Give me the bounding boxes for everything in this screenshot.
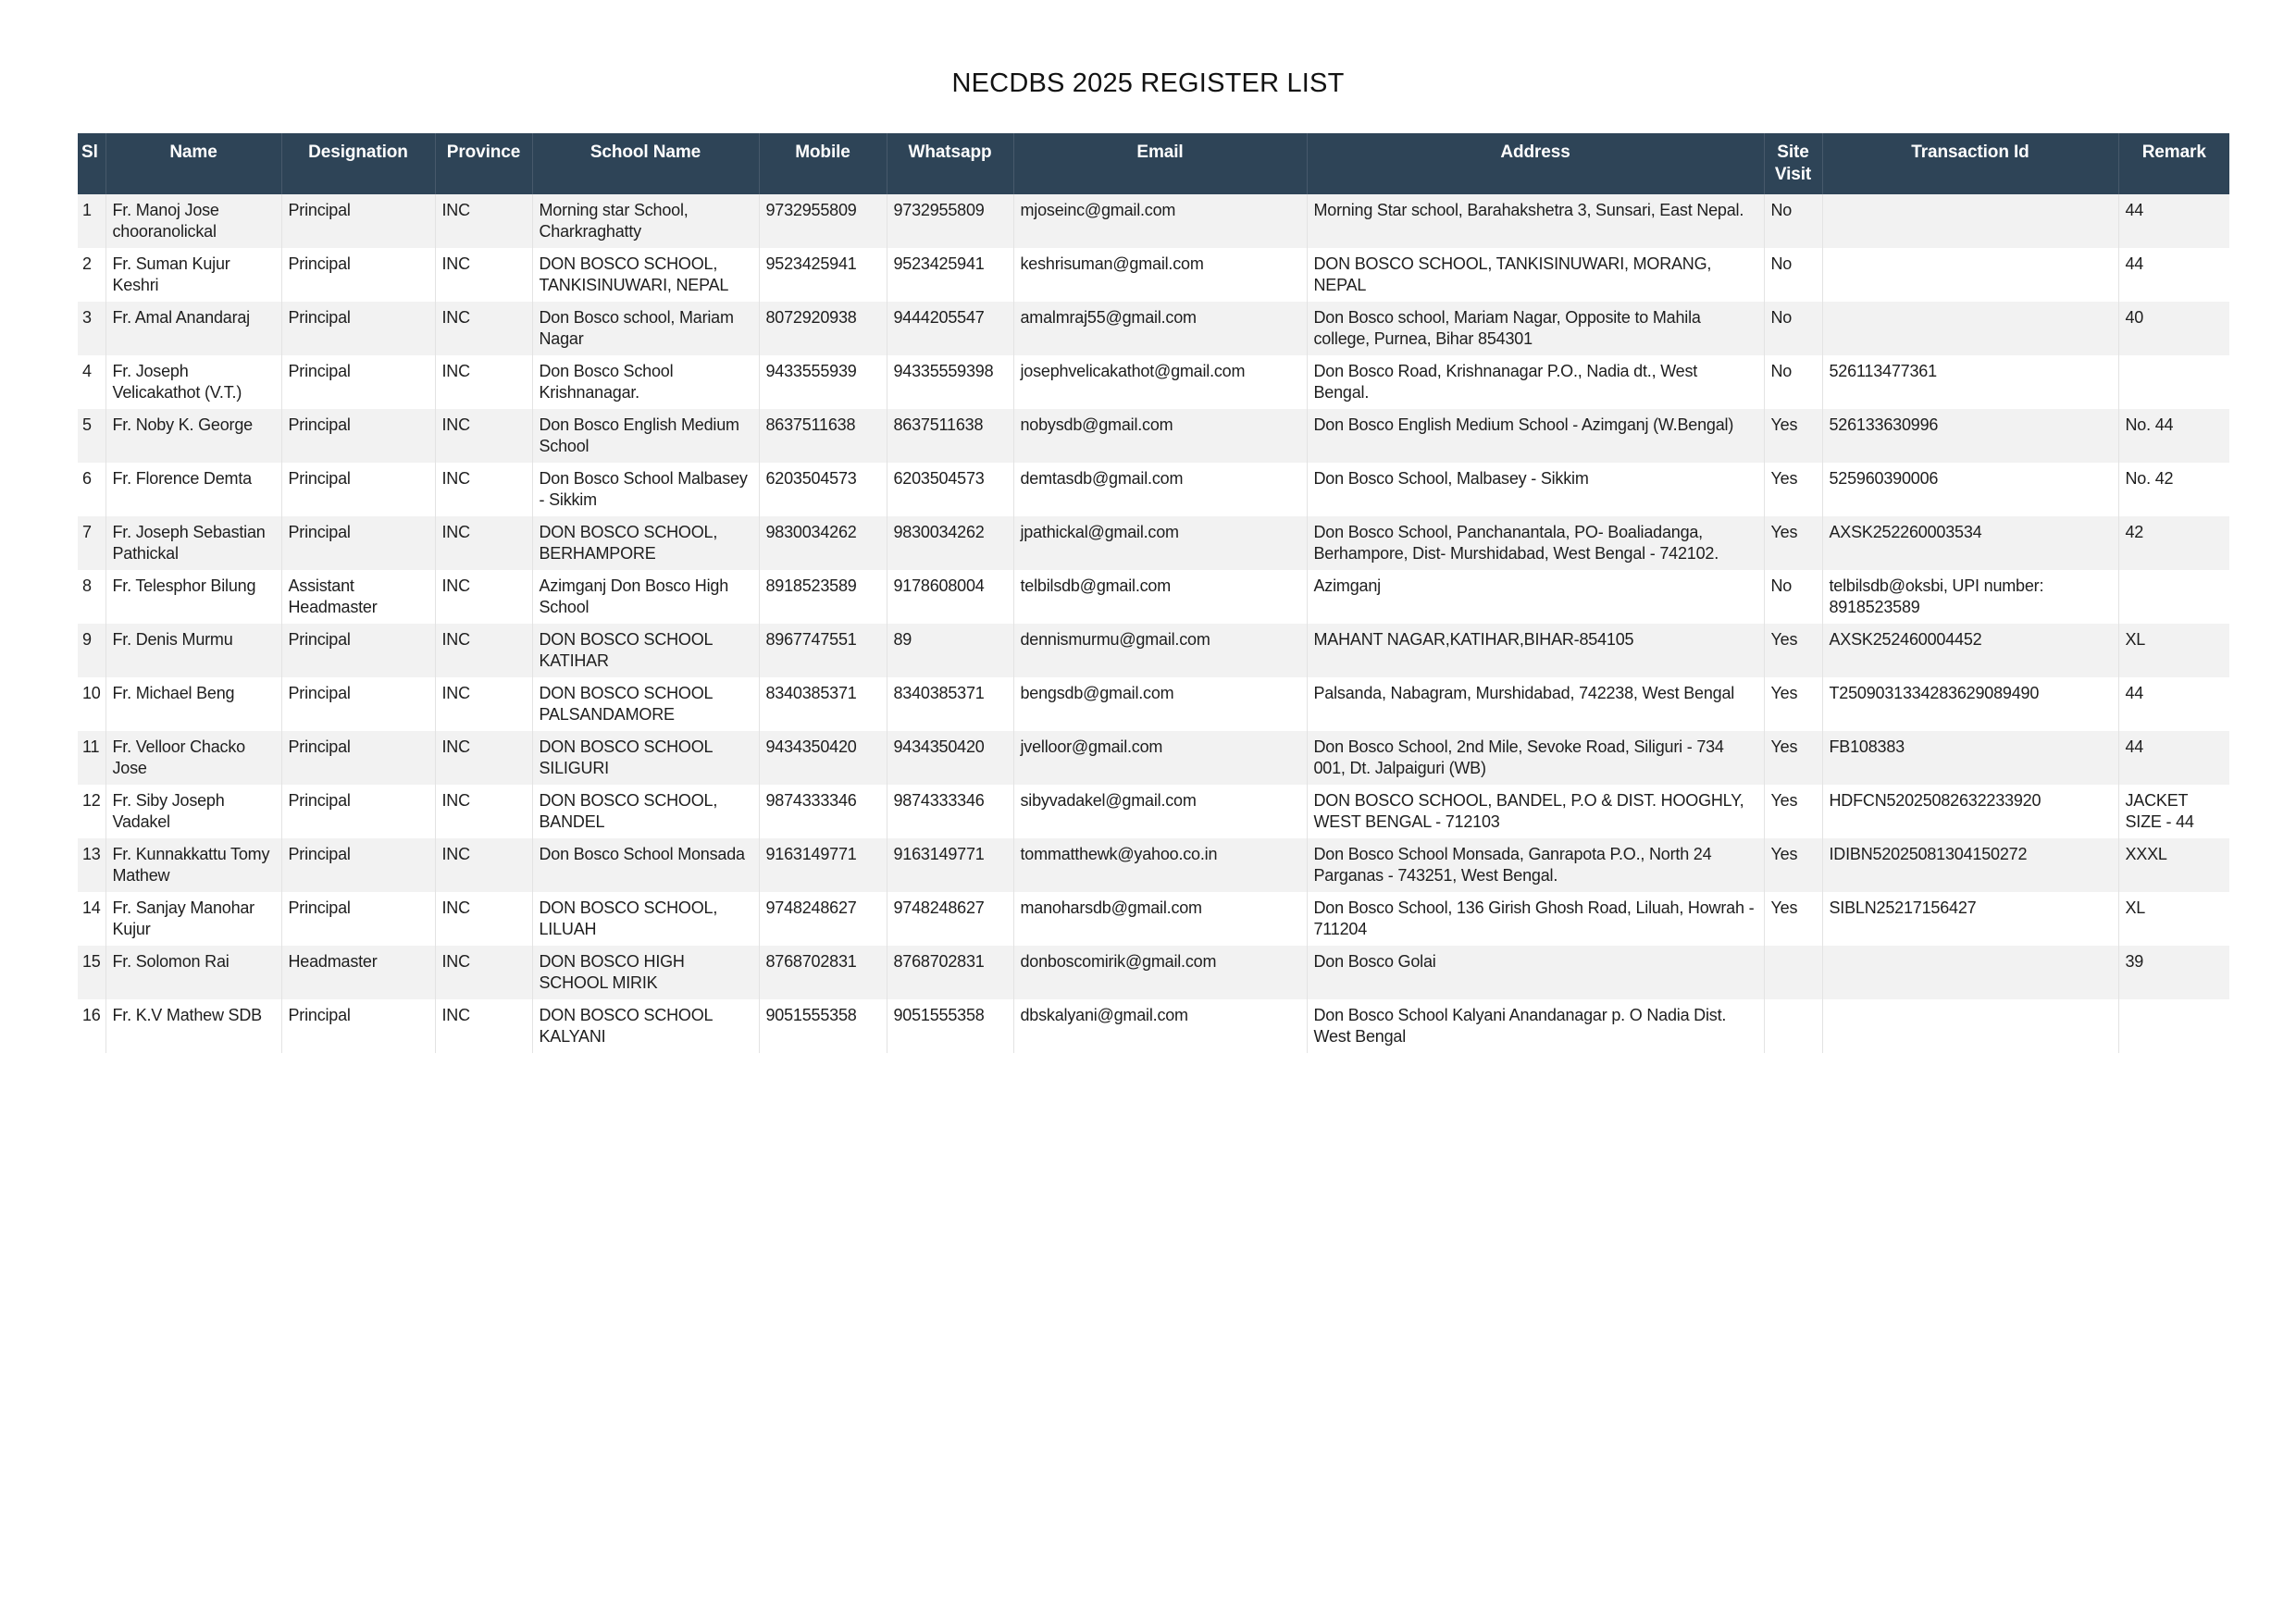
cell-whatsapp: 9434350420	[887, 731, 1013, 785]
cell-address: Don Bosco School Kalyani Anandanagar p. O Nadia Dist. West Bengal	[1307, 999, 1764, 1053]
cell-province: INC	[435, 999, 532, 1053]
cell-province: INC	[435, 194, 532, 248]
cell-site_visit: Yes	[1764, 463, 1822, 516]
cell-province: INC	[435, 409, 532, 463]
column-header-remark: Remark	[2118, 133, 2229, 194]
cell-transaction_id: FB108383	[1822, 731, 2118, 785]
cell-province: INC	[435, 892, 532, 946]
cell-remark: 44	[2125, 254, 2144, 273]
cell-address: Don Bosco School, Malbasey - Sikkim	[1307, 463, 1764, 516]
cell-email: sibyvadakel@gmail.com	[1013, 785, 1307, 838]
cell-whatsapp: 9523425941	[887, 248, 1013, 302]
cell-site_visit: Yes	[1764, 892, 1822, 946]
table-row	[78, 302, 2229, 355]
cell-site_visit: No	[1764, 302, 1822, 355]
cell-whatsapp: 9051555358	[887, 999, 1013, 1053]
cell-mobile: 9523425941	[759, 248, 887, 302]
table-row	[78, 731, 2229, 785]
cell-school: DON BOSCO SCHOOL SILIGURI	[532, 731, 759, 785]
column-header-site_visit: Site Visit	[1764, 133, 1822, 194]
cell-email: telbilsdb@gmail.com	[1013, 570, 1307, 624]
cell-site_visit: Yes	[1764, 731, 1822, 785]
cell-whatsapp: 89	[887, 624, 1013, 677]
cell-site_visit: Yes	[1764, 785, 1822, 838]
cell-remark	[2118, 570, 2229, 624]
cell-whatsapp: 9444205547	[887, 302, 1013, 355]
cell-school: DON BOSCO SCHOOL, BERHAMPORE	[532, 516, 759, 570]
cell-address: Don Bosco School, Panchanantala, PO- Boaliadanga, Berhampore, Dist- Murshidabad, West Bengal - 742102.	[1307, 516, 1764, 570]
cell-mobile: 9732955809	[759, 194, 887, 248]
cell-designation: Principal	[281, 248, 435, 302]
cell-province: INC	[435, 677, 532, 731]
cell-name: Fr. Amal Anandaraj	[105, 302, 281, 355]
column-header-school: School Name	[532, 133, 759, 194]
cell-designation: Principal	[281, 409, 435, 463]
cell-whatsapp: 9732955809	[887, 194, 1013, 248]
cell-designation: Principal	[281, 194, 435, 248]
cell-address: Don Bosco School Monsada, Ganrapota P.O., North 24 Parganas - 743251, West Bengal.	[1307, 838, 1764, 892]
cell-remark	[2118, 999, 2229, 1053]
cell-transaction_id	[1822, 302, 2118, 355]
cell-school: DON BOSCO SCHOOL, BANDEL	[532, 785, 759, 838]
cell-site_visit: Yes	[1764, 838, 1822, 892]
cell-sl: 3	[78, 302, 105, 355]
cell-mobile: 8072920938	[759, 302, 887, 355]
cell-province: INC	[435, 355, 532, 409]
cell-transaction_id: HDFCN52025082632233920	[1822, 785, 2118, 838]
cell-whatsapp: 9874333346	[887, 785, 1013, 838]
cell-transaction_id: 526113477361	[1822, 355, 2118, 409]
cell-transaction_id: IDIBN52025081304150272	[1822, 838, 2118, 892]
cell-site_visit	[1764, 946, 1822, 999]
table-row	[78, 194, 2229, 248]
cell-name: Fr. Siby Joseph Vadakel	[105, 785, 281, 838]
cell-sl: 5	[78, 409, 105, 463]
cell-site_visit: No	[1764, 355, 1822, 409]
cell-transaction_id	[1822, 248, 2118, 302]
table-row	[78, 999, 2229, 1053]
cell-remark: XL	[2125, 898, 2146, 917]
cell-sl: 16	[78, 999, 105, 1053]
cell-province: INC	[435, 516, 532, 570]
cell-remark: No. 44	[2125, 415, 2174, 434]
cell-sl: 15	[78, 946, 105, 999]
cell-sl: 9	[78, 624, 105, 677]
cell-school: Don Bosco School Monsada	[532, 838, 759, 892]
cell-whatsapp: 9178608004	[887, 570, 1013, 624]
cell-address: DON BOSCO SCHOOL, BANDEL, P.O & DIST. HOOGHLY, WEST BENGAL - 712103	[1307, 785, 1764, 838]
cell-designation: Principal	[281, 677, 435, 731]
cell-sl: 10	[78, 677, 105, 731]
cell-address: Don Bosco school, Mariam Nagar, Opposite to Mahila college, Purnea, Bihar 854301	[1307, 302, 1764, 355]
cell-designation: Principal	[281, 892, 435, 946]
cell-remark: 39	[2125, 952, 2144, 971]
column-header-name: Name	[105, 133, 281, 194]
cell-province: INC	[435, 248, 532, 302]
cell-mobile: 9051555358	[759, 999, 887, 1053]
cell-transaction_id: AXSK252460004452	[1822, 624, 2118, 677]
cell-email: jvelloor@gmail.com	[1013, 731, 1307, 785]
cell-whatsapp: 9163149771	[887, 838, 1013, 892]
column-header-designation: Designation	[281, 133, 435, 194]
cell-mobile: 8340385371	[759, 677, 887, 731]
cell-name: Fr. Joseph Sebastian Pathickal	[105, 516, 281, 570]
cell-mobile: 6203504573	[759, 463, 887, 516]
cell-province: INC	[435, 785, 532, 838]
cell-sl: 1	[78, 194, 105, 248]
cell-email: donboscomirik@gmail.com	[1013, 946, 1307, 999]
table-row	[78, 838, 2229, 892]
table-row	[78, 463, 2229, 516]
cell-email: jpathickal@gmail.com	[1013, 516, 1307, 570]
cell-school: DON BOSCO SCHOOL, TANKISINUWARI, NEPAL	[532, 248, 759, 302]
cell-address: Don Bosco Golai	[1307, 946, 1764, 999]
cell-name: Fr. Suman Kujur Keshri	[105, 248, 281, 302]
cell-remark: XXXL	[2125, 845, 2167, 863]
cell-school: Don Bosco school, Mariam Nagar	[532, 302, 759, 355]
cell-sl: 13	[78, 838, 105, 892]
cell-name: Fr. K.V Mathew SDB	[105, 999, 281, 1053]
cell-site_visit: Yes	[1764, 624, 1822, 677]
cell-name: Fr. Sanjay Manohar Kujur	[105, 892, 281, 946]
cell-whatsapp: 9748248627	[887, 892, 1013, 946]
cell-whatsapp: 9830034262	[887, 516, 1013, 570]
table-body	[78, 194, 2229, 1053]
cell-address: Don Bosco Road, Krishnanagar P.O., Nadia dt., West Bengal.	[1307, 355, 1764, 409]
column-header-whatsapp: Whatsapp	[887, 133, 1013, 194]
cell-mobile: 9874333346	[759, 785, 887, 838]
cell-address: Don Bosco School, 2nd Mile, Sevoke Road, Siliguri - 734 001, Dt. Jalpaiguri (WB)	[1307, 731, 1764, 785]
column-header-mobile: Mobile	[759, 133, 887, 194]
cell-remark: 40	[2125, 308, 2144, 327]
cell-province: INC	[435, 463, 532, 516]
cell-sl: 6	[78, 463, 105, 516]
cell-site_visit: Yes	[1764, 409, 1822, 463]
cell-school: DON BOSCO SCHOOL, LILUAH	[532, 892, 759, 946]
cell-name: Fr. Denis Murmu	[105, 624, 281, 677]
cell-name: Fr. Velloor Chacko Jose	[105, 731, 281, 785]
cell-name: Fr. Florence Demta	[105, 463, 281, 516]
cell-name: Fr. Michael Beng	[105, 677, 281, 731]
cell-province: INC	[435, 624, 532, 677]
cell-transaction_id: 525960390006	[1822, 463, 2118, 516]
cell-mobile: 8918523589	[759, 570, 887, 624]
cell-mobile: 9748248627	[759, 892, 887, 946]
cell-sl: 11	[78, 731, 105, 785]
cell-address: Don Bosco School, 136 Girish Ghosh Road, Liluah, Howrah - 711204	[1307, 892, 1764, 946]
cell-mobile: 8768702831	[759, 946, 887, 999]
cell-sl: 14	[78, 892, 105, 946]
cell-designation: Principal	[281, 302, 435, 355]
cell-designation: Principal	[281, 516, 435, 570]
cell-email: nobysdb@gmail.com	[1013, 409, 1307, 463]
cell-transaction_id	[1822, 946, 2118, 999]
cell-school: DON BOSCO SCHOOL KATIHAR	[532, 624, 759, 677]
cell-email: manoharsdb@gmail.com	[1013, 892, 1307, 946]
cell-address: Azimganj	[1307, 570, 1764, 624]
cell-sl: 4	[78, 355, 105, 409]
cell-transaction_id	[1822, 999, 2118, 1053]
cell-transaction_id: T2509031334283629089490	[1822, 677, 2118, 731]
cell-name: Fr. Manoj Jose chooranolickal	[105, 194, 281, 248]
cell-remark: 42	[2125, 523, 2144, 541]
cell-sl: 7	[78, 516, 105, 570]
cell-name: Fr. Kunnakkattu Tomy Mathew	[105, 838, 281, 892]
cell-email: josephvelicakathot@gmail.com	[1013, 355, 1307, 409]
cell-mobile: 9830034262	[759, 516, 887, 570]
table-row	[78, 409, 2229, 463]
cell-province: INC	[435, 838, 532, 892]
cell-email: tommatthewk@yahoo.co.in	[1013, 838, 1307, 892]
cell-mobile: 8637511638	[759, 409, 887, 463]
cell-designation: Principal	[281, 731, 435, 785]
cell-designation: Principal	[281, 624, 435, 677]
cell-whatsapp: 94335559398	[887, 355, 1013, 409]
cell-site_visit: No	[1764, 570, 1822, 624]
cell-school: Don Bosco School Krishnanagar.	[532, 355, 759, 409]
cell-remark: 44	[2125, 684, 2144, 702]
cell-designation: Principal	[281, 785, 435, 838]
table-row	[78, 570, 2229, 624]
cell-transaction_id: 526133630996	[1822, 409, 2118, 463]
column-header-sl: Sl	[78, 133, 105, 194]
cell-province: INC	[435, 731, 532, 785]
table-row	[78, 355, 2229, 409]
cell-remark	[2118, 355, 2229, 409]
cell-designation: Principal	[281, 355, 435, 409]
cell-designation: Principal	[281, 999, 435, 1053]
cell-designation: Principal	[281, 838, 435, 892]
column-header-province: Province	[435, 133, 532, 194]
cell-email: dennismurmu@gmail.com	[1013, 624, 1307, 677]
cell-school: Don Bosco English Medium School	[532, 409, 759, 463]
table-row	[78, 892, 2229, 946]
cell-address: Don Bosco English Medium School - Azimganj (W.Bengal)	[1307, 409, 1764, 463]
cell-name: Fr. Noby K. George	[105, 409, 281, 463]
table-row	[78, 624, 2229, 677]
table-header	[78, 133, 2229, 194]
cell-remark: JACKET SIZE - 44	[2125, 791, 2194, 831]
cell-sl: 12	[78, 785, 105, 838]
cell-province: INC	[435, 946, 532, 999]
cell-email: keshrisuman@gmail.com	[1013, 248, 1307, 302]
cell-email: bengsdb@gmail.com	[1013, 677, 1307, 731]
table-row	[78, 677, 2229, 731]
table-row	[78, 946, 2229, 999]
cell-school: Azimganj Don Bosco High School	[532, 570, 759, 624]
cell-remark: 44	[2125, 737, 2144, 756]
cell-whatsapp: 8637511638	[887, 409, 1013, 463]
cell-name: Fr. Telesphor Bilung	[105, 570, 281, 624]
cell-site_visit	[1764, 999, 1822, 1053]
cell-name: Fr. Joseph Velicakathot (V.T.)	[105, 355, 281, 409]
table-row	[78, 785, 2229, 838]
cell-sl: 8	[78, 570, 105, 624]
cell-designation: Principal	[281, 463, 435, 516]
cell-transaction_id: telbilsdb@oksbi, UPI number: 8918523589	[1822, 570, 2118, 624]
column-header-email: Email	[1013, 133, 1307, 194]
cell-site_visit: No	[1764, 248, 1822, 302]
cell-whatsapp: 8340385371	[887, 677, 1013, 731]
cell-remark: No. 42	[2125, 469, 2174, 488]
cell-school: DON BOSCO SCHOOL PALSANDAMORE	[532, 677, 759, 731]
cell-remark: XL	[2125, 630, 2146, 649]
cell-address: Morning Star school, Barahakshetra 3, Sunsari, East Nepal.	[1307, 194, 1764, 248]
cell-address: Palsanda, Nabagram, Murshidabad, 742238, West Bengal	[1307, 677, 1764, 731]
register-table	[78, 133, 2229, 1053]
cell-whatsapp: 6203504573	[887, 463, 1013, 516]
cell-mobile: 9434350420	[759, 731, 887, 785]
cell-mobile: 9433555939	[759, 355, 887, 409]
cell-mobile: 8967747551	[759, 624, 887, 677]
cell-email: amalmraj55@gmail.com	[1013, 302, 1307, 355]
cell-site_visit: Yes	[1764, 516, 1822, 570]
cell-transaction_id: SIBLN25217156427	[1822, 892, 2118, 946]
cell-school: DON BOSCO SCHOOL KALYANI	[532, 999, 759, 1053]
cell-sl: 2	[78, 248, 105, 302]
cell-whatsapp: 8768702831	[887, 946, 1013, 999]
table-header-row	[78, 133, 2229, 194]
cell-transaction_id: AXSK252260003534	[1822, 516, 2118, 570]
cell-address: MAHANT NAGAR,KATIHAR,BIHAR-854105	[1307, 624, 1764, 677]
table-row	[78, 248, 2229, 302]
cell-province: INC	[435, 570, 532, 624]
cell-province: INC	[435, 302, 532, 355]
cell-transaction_id	[1822, 194, 2118, 248]
cell-site_visit: No	[1764, 194, 1822, 248]
cell-address: DON BOSCO SCHOOL, TANKISINUWARI, MORANG, NEPAL	[1307, 248, 1764, 302]
cell-school: Morning star School, Charkraghatty	[532, 194, 759, 248]
cell-designation: Assistant Headmaster	[281, 570, 435, 624]
cell-site_visit: Yes	[1764, 677, 1822, 731]
cell-email: dbskalyani@gmail.com	[1013, 999, 1307, 1053]
cell-mobile: 9163149771	[759, 838, 887, 892]
cell-remark: 44	[2125, 201, 2144, 219]
cell-name: Fr. Solomon Rai	[105, 946, 281, 999]
cell-school: DON BOSCO HIGH SCHOOL MIRIK	[532, 946, 759, 999]
column-header-address: Address	[1307, 133, 1764, 194]
cell-school: Don Bosco School Malbasey - Sikkim	[532, 463, 759, 516]
cell-email: mjoseinc@gmail.com	[1013, 194, 1307, 248]
page-title: NECDBS 2025 REGISTER LIST	[951, 68, 1345, 98]
cell-designation: Headmaster	[281, 946, 435, 999]
table-row	[78, 516, 2229, 570]
column-header-transaction_id: Transaction Id	[1822, 133, 2118, 194]
cell-email: demtasdb@gmail.com	[1013, 463, 1307, 516]
